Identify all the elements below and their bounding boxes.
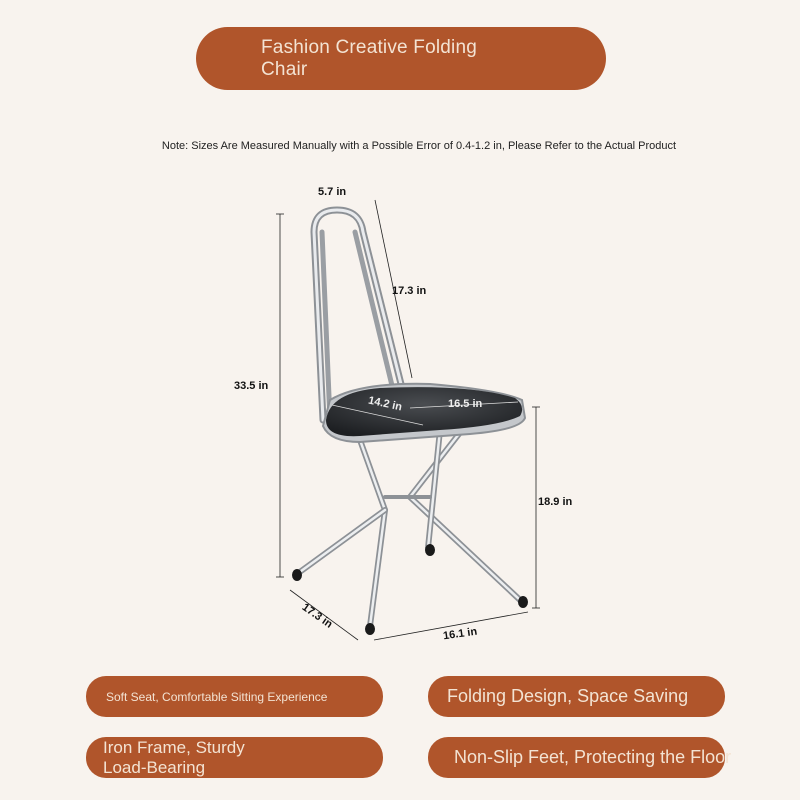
dim-base-width: 16.1 in bbox=[442, 625, 478, 643]
feature-folding-design bbox=[428, 676, 725, 717]
dim-seat-width: 16.5 in bbox=[448, 398, 483, 410]
feature-iron-frame bbox=[86, 737, 383, 778]
dim-seat-height: 18.9 in bbox=[538, 496, 573, 508]
page-title: Fashion Creative Folding Chair bbox=[261, 36, 478, 80]
dim-backrest-length: 17.3 in bbox=[392, 285, 427, 297]
feature-label: Iron Frame, Sturdy Load-Bearing bbox=[103, 737, 245, 777]
measurement-note: Note: Sizes Are Measured Manually with a Possible Error of 0.4-1.2 in, Please Refer to the Actual Product bbox=[161, 140, 677, 152]
dim-seat-depth: 14.2 in bbox=[367, 394, 404, 414]
feature-soft-seat bbox=[86, 676, 383, 717]
feature-label: Non-Slip Feet, Protecting the Floor bbox=[454, 747, 732, 767]
dim-base-depth: 17.3 in bbox=[299, 601, 335, 631]
feature-label: Soft Seat, Comfortable Sitting Experience bbox=[106, 689, 328, 704]
feature-label: Folding Design, Space Saving bbox=[447, 686, 689, 706]
dim-total-height: 33.5 in bbox=[234, 380, 269, 392]
leg-frame bbox=[297, 430, 520, 626]
seat-cushion bbox=[323, 384, 525, 442]
feature-non-slip-feet bbox=[428, 737, 732, 778]
dim-top-width: 5.7 in bbox=[318, 186, 347, 198]
